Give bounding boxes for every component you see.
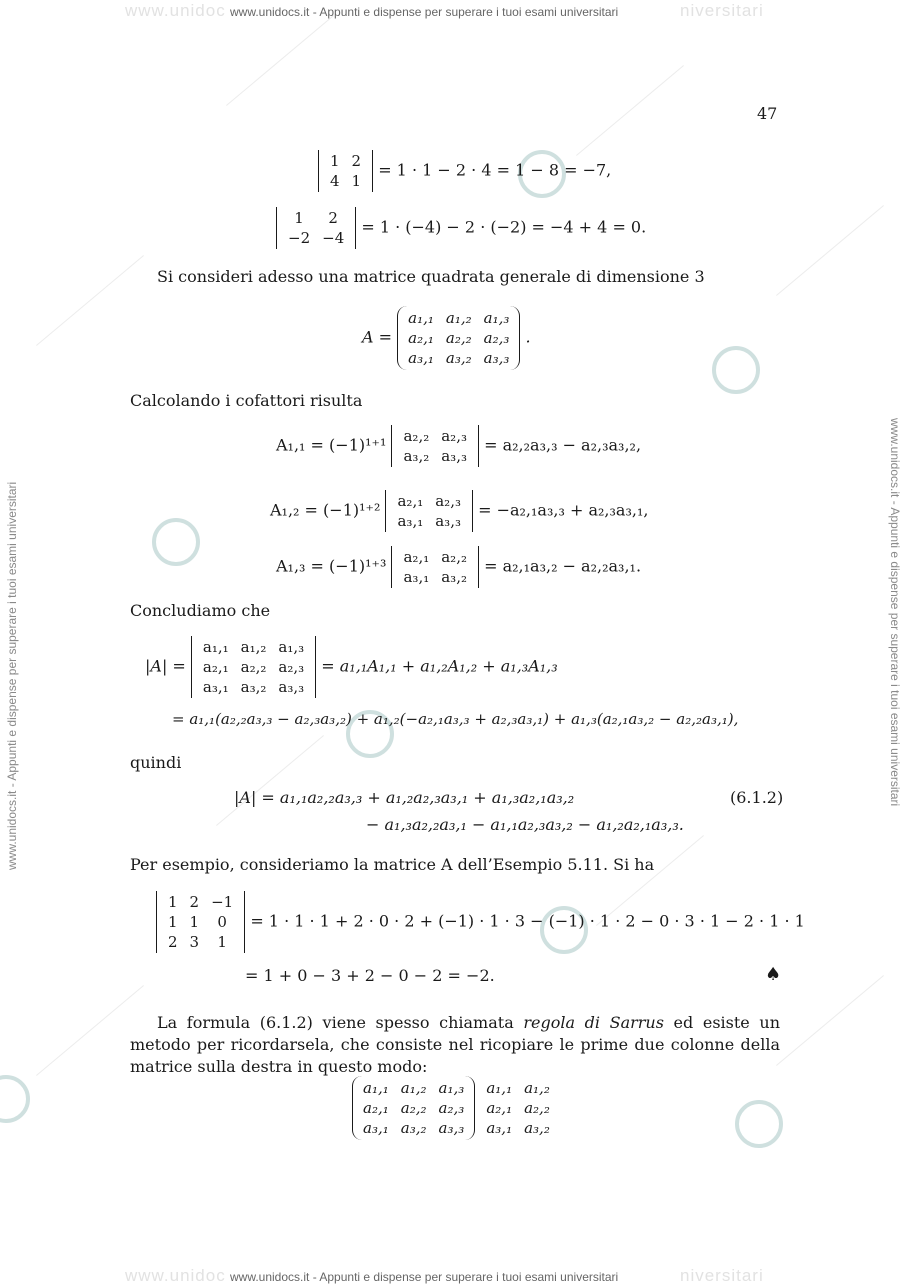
watermark-line [226,15,334,106]
matrix-3x3: a₁,₁ a₁,₂ a₁,₃ a₂,₁ a₂,₂ a₂,₃ a₃,₁ a₃,₂ a₃,₃ [408,309,510,367]
determinant-expansion-line2: = a₁,₁(a₂,₂a₃,₃ − a₂,₃a₃,₂) + a₁,₂(−a₂,₁a₃,₃ + a₂,₃a₃,₁) + a₁,₃(a₂,₁a₃,₂ − a₂,₂a₃,₁), [172,710,739,728]
footer-watermark: www.unidocs.it - Appunti e dispense per superare i tuoi esami universitari [230,1270,619,1284]
watermark-line [576,65,684,156]
equation-det-1 [318,150,611,192]
equation-det-2 [276,207,646,249]
side-watermark-right: www.unidocs.it - Appunti e dispense per superare i tuoi esami universitari [888,418,902,807]
unidocs-logo-icon [735,1100,783,1148]
page-number: 47 [757,104,778,123]
matrix-2x2: 1 2 −2 −4 [288,209,345,247]
matrix-2x2: 1 2 4 1 [330,152,362,190]
unidocs-logo-icon [0,1075,30,1123]
unidocs-logo-icon [152,518,200,566]
matrix-a-definition: A = a₁,₁ a₁,₂ a₁,₃ a₂,₁ a₂,₂ a₂,₃ a₃,₁ a₃,₂ a₃,₃ . [362,306,531,370]
paragraph-intro: Si consideri adesso una matrice quadrata generale di dimensione 3 [157,267,705,286]
paragraph-sarrus: La formula (6.1.2) viene spesso chiamata regola di Sarrus ed esiste un metodo per ricordarsela, che consiste nel ricopiare le prime due colonne della matrice sulla destra in questo modo: [130,1013,780,1076]
side-watermark-left: www.unidocs.it - Appunti e dispense per superare i tuoi esami universitari [5,481,19,870]
sarrus-formula-line1: |A| = a₁,₁a₂,₂a₃,₃ + a₁,₂a₂,₃a₃,₁ + a₁,₃a₂,₁a₃,₂ [234,788,575,807]
equation-rhs: = 1 · 1 − 2 · 4 = 1 − 8 = −7, [378,160,612,180]
paragraph-quindi: quindi [130,753,182,772]
paragraph-conclusion: Concludiamo che [130,601,271,620]
paragraph-cofactors: Calcolando i cofattori risulta [130,391,363,410]
header-watermark: www.unidocs.it - Appunti e dispense per superare i tuoi esami universitari [230,5,619,19]
watermark-line [36,985,144,1076]
cofactor-a12: A₁,₂ = (−1)¹⁺² a₂,₁ a₂,₃ a₃,₁ a₃,₃ = −a₂,₁a₃,₃ + a₂,₃a₃,₁, [270,492,649,530]
example-determinant: 1 2 −1 1 1 0 2 3 1 = 1 · 1 · 1 + 2 · 0 · 2 + (−1) · 1 · 3 − (−1) · 1 · 2 − 0 · 3 · 1 − 2 · 1 · 1 [156,891,805,953]
example-result: = 1 + 0 − 3 + 2 − 0 − 2 = −2. [245,966,495,985]
end-of-example-icon: ♠ [765,964,782,985]
equation-number: (6.1.2) [730,788,784,807]
paragraph-example: Per esempio, consideriamo la matrice A dell’Esempio 5.11. Si ha [130,855,655,874]
determinant-expansion: |A| = a₁,₁ a₁,₂ a₁,₃ a₂,₁ a₂,₂ a₂,₃ a₃,₁ a₃,₂ a₃,₃ = a₁,₁A₁,₁ + a₁,₂A₁,₂ + a₁,₃A₁,₃ [145,638,558,696]
equation-rhs: = 1 · (−4) − 2 · (−2) = −4 + 4 = 0. [361,217,647,237]
unidocs-logo-icon [712,346,760,394]
watermark-ghost-right: niversitari [680,1,764,20]
watermark-ghost-left: www.unidoc [125,1,226,20]
cofactor-a13: A₁,₃ = (−1)¹⁺³ a₂,₁ a₂,₂ a₃,₁ a₃,₂ = a₂,₁a₃,₂ − a₂,₂a₃,₁. [276,548,642,586]
sarrus-formula-line2: − a₁,₃a₂,₂a₃,₁ − a₁,₁a₂,₃a₃,₂ − a₁,₂a₂,₁a₃,₃. [366,815,684,834]
watermark-line [216,735,324,826]
watermark-line [36,255,144,346]
sarrus-extended-matrix: a₁,₁ a₁,₂ a₁,₃ a₂,₁ a₂,₂ a₂,₃ a₃,₁ a₃,₂ a₃,₃ a₁,₁ a₁,₂ a₂,₁ a₂,₂ a₃,₁ a₃,₂ [352,1076,556,1140]
cofactor-a11: A₁,₁ = (−1)¹⁺¹ a₂,₂ a₂,₃ a₃,₂ a₃,₃ = a₂,₂a₃,₃ − a₂,₃a₃,₂, [276,427,642,465]
watermark-ghost-right-bottom: niversitari [680,1266,764,1285]
watermark-line [776,975,884,1066]
watermark-line [776,205,884,296]
watermark-ghost-left-bottom: www.unidoc [125,1266,226,1285]
